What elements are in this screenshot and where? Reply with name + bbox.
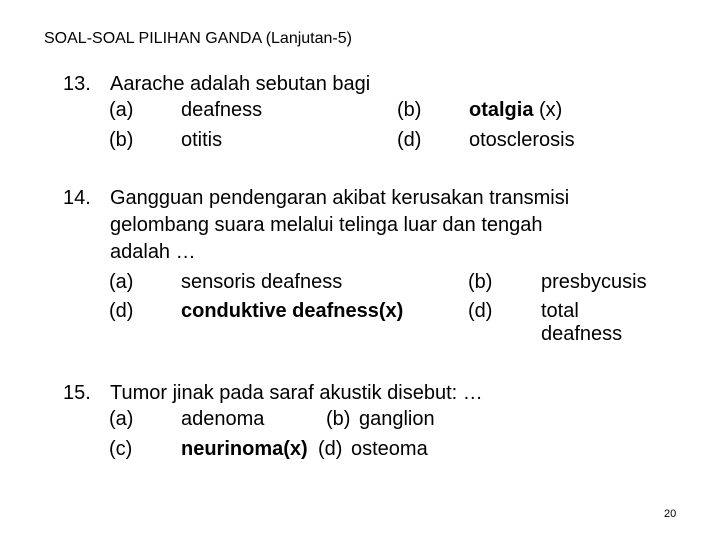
option-text: presbycusis (541, 271, 647, 293)
question-number: 13. (63, 73, 91, 95)
page-number: 20 (664, 508, 677, 520)
option-text: adenoma (181, 408, 265, 430)
option-label: (a) (109, 271, 134, 293)
option-label: (d) (468, 300, 493, 322)
option-label: (b) (468, 271, 493, 293)
option-label: (c) (109, 438, 133, 460)
option-text: deafness (181, 99, 263, 121)
question-number: 14. (63, 187, 91, 209)
page-title: SOAL-SOAL PILIHAN GANDA (Lanjutan-5) (44, 30, 352, 47)
option-answer (469, 98, 562, 122)
question-stem-line: gelombang suara melalui telinga luar dan tengah (110, 214, 543, 236)
answer-marker: (x) (533, 99, 563, 121)
question-stem: Tumor jinak pada saraf akustik disebut: … (110, 382, 483, 404)
option-text: otosclerosis (469, 129, 575, 151)
option-label: (b) (397, 99, 422, 121)
question-stem: Aarache adalah sebutan bagi (110, 73, 371, 95)
option-text: osteoma (351, 438, 428, 460)
option-label: (d) (397, 129, 422, 151)
correct-answer-text: otalgia (469, 99, 534, 121)
correct-answer-text: conduktive deafness(x) (181, 300, 404, 322)
option-label: (b) (109, 129, 134, 151)
question-number: 15. (63, 382, 91, 404)
question-stem-line: adalah … (110, 241, 196, 263)
correct-answer-text: neurinoma(x) (181, 438, 308, 460)
option-label: (b) (326, 408, 351, 430)
option-text: otitis (181, 129, 223, 151)
option-label: (a) (109, 99, 134, 121)
option-label: (d) (109, 300, 134, 322)
option-text-continued: deafness (541, 323, 623, 345)
option-text: ganglion (359, 408, 435, 430)
option-label: (a) (109, 408, 134, 430)
option-text: sensoris deafness (181, 271, 343, 293)
question-stem-line: Gangguan pendengaran akibat kerusakan transmisi (110, 187, 570, 209)
option-text: total (541, 300, 579, 322)
option-label: (d) (318, 438, 343, 460)
